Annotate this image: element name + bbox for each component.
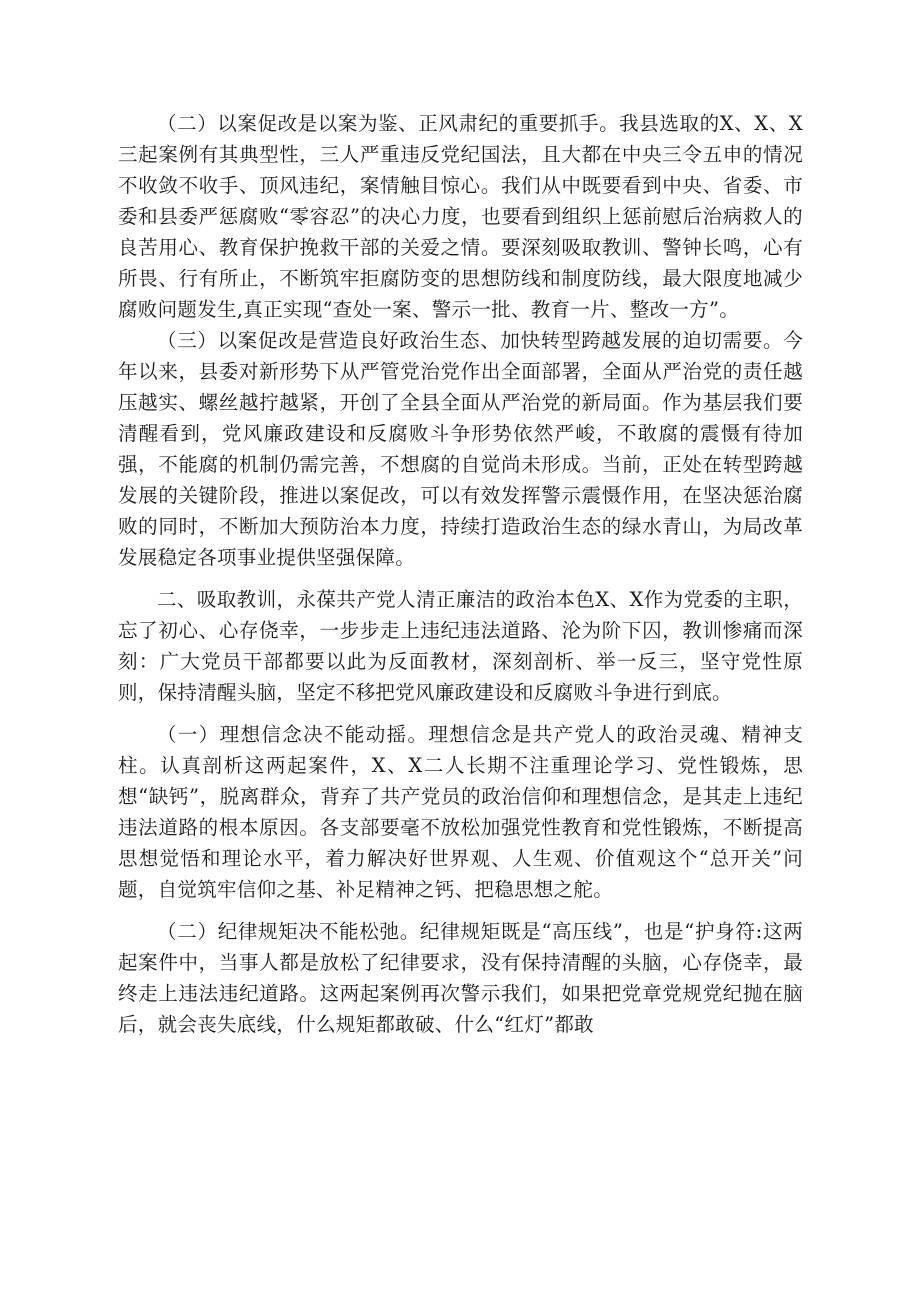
paragraph-discipline-rules: （二）纪律规矩决不能松弛。纪律规矩既是“高压线”，也是“护身符:这两起案件中，当事人都是放松了纪律要求，没有保持清醒的头脑，心存侥幸，最终走上违法违纪道路。这两起案例再次警示我们，如果把党章党规党纪抛在脑后，就会丧失底线，什么规矩都敢破、什么“红灯”都敢	[118, 920, 803, 1036]
paragraph-lessons-heading: 二、吸取教训，永葆共产党人清正廉洁的政治本色X、X作为党委的主职，忘了初心、心存侥幸，一步步走上违纪违法道路、沦为阶下囚，教训惨痛而深刻：广大党员干部都要以此为反面教材，深刻剖析、举一反三，坚守党性原则，保持清醒头脑，坚定不移把党风廉政建设和反腐败斗争进行到底。	[118, 588, 803, 704]
paragraph-ideals-beliefs: （一）理想信念决不能动摇。理想信念是共产党人的政治灵魂、精神支柱。认真剖析这两起案件，X、X二人长期不注重理论学习、党性锻炼，思想“缺钙”，脱离群众，背弃了共产党员的政治信仰和理想信念，是其走上违纪违法道路的根本原因。各支部要毫不放松加强党性教育和党性锻炼，不断提高思想觉悟和理论水平，着力解决好世界观、人生观、价值观这个“总开关”问题，自觉筑牢信仰之基、补足精神之钙、把稳思想之舵。	[118, 723, 803, 901]
paragraph-case-reform-lever: （二）以案促改是以案为鉴、正风肃纪的重要抓手。我县选取的X、X、X三起案例有其典型性，三人严重违反党纪国法，且大都在中央三令五申的情况不收敛不收手、顶风违纪，案情触目惊心。我们从中既要看到中央、省委、市委和县委严惩腐败“零容忍”的决心力度，也要看到组织上惩前慰后治病救人的良苦用心、教育保护挽救干部的关爱之情。要深刻吸取教训、警钟长鸣，心有所畏、行有所止，不断筑牢拒腐防变的思想防线和制度防线，最大限度地减少腐败问题发生,真正实现“查处一案、警示一批、教育一片、整改一方”。	[118, 112, 803, 321]
document-body	[118, 108, 803, 1040]
paragraph-political-ecology: （三）以案促改是营造良好政治生态、加快转型跨越发展的迫切需要。今年以来，县委对新形势下从严管党治党作出全面部署，全面从严治党的责任越压越实、螺丝越拧越紧，开创了全县全面从严治党的新局面。作为基层我们要清醒看到，党风廉政建设和反腐败斗争形势依然严峻，不敢腐的震慑有待加强，不能腐的机制仍需完善，不想腐的自觉尚未形成。当前，正处在转型跨越发展的关键阶段，推进以案促改，可以有效发挥警示震慑作用，在坚决惩治腐败的同时，不断加大预防治本力度，持续打造政治生态的绿水青山，为局改革发展稳定各项事业提供坚强保障。	[118, 329, 803, 569]
